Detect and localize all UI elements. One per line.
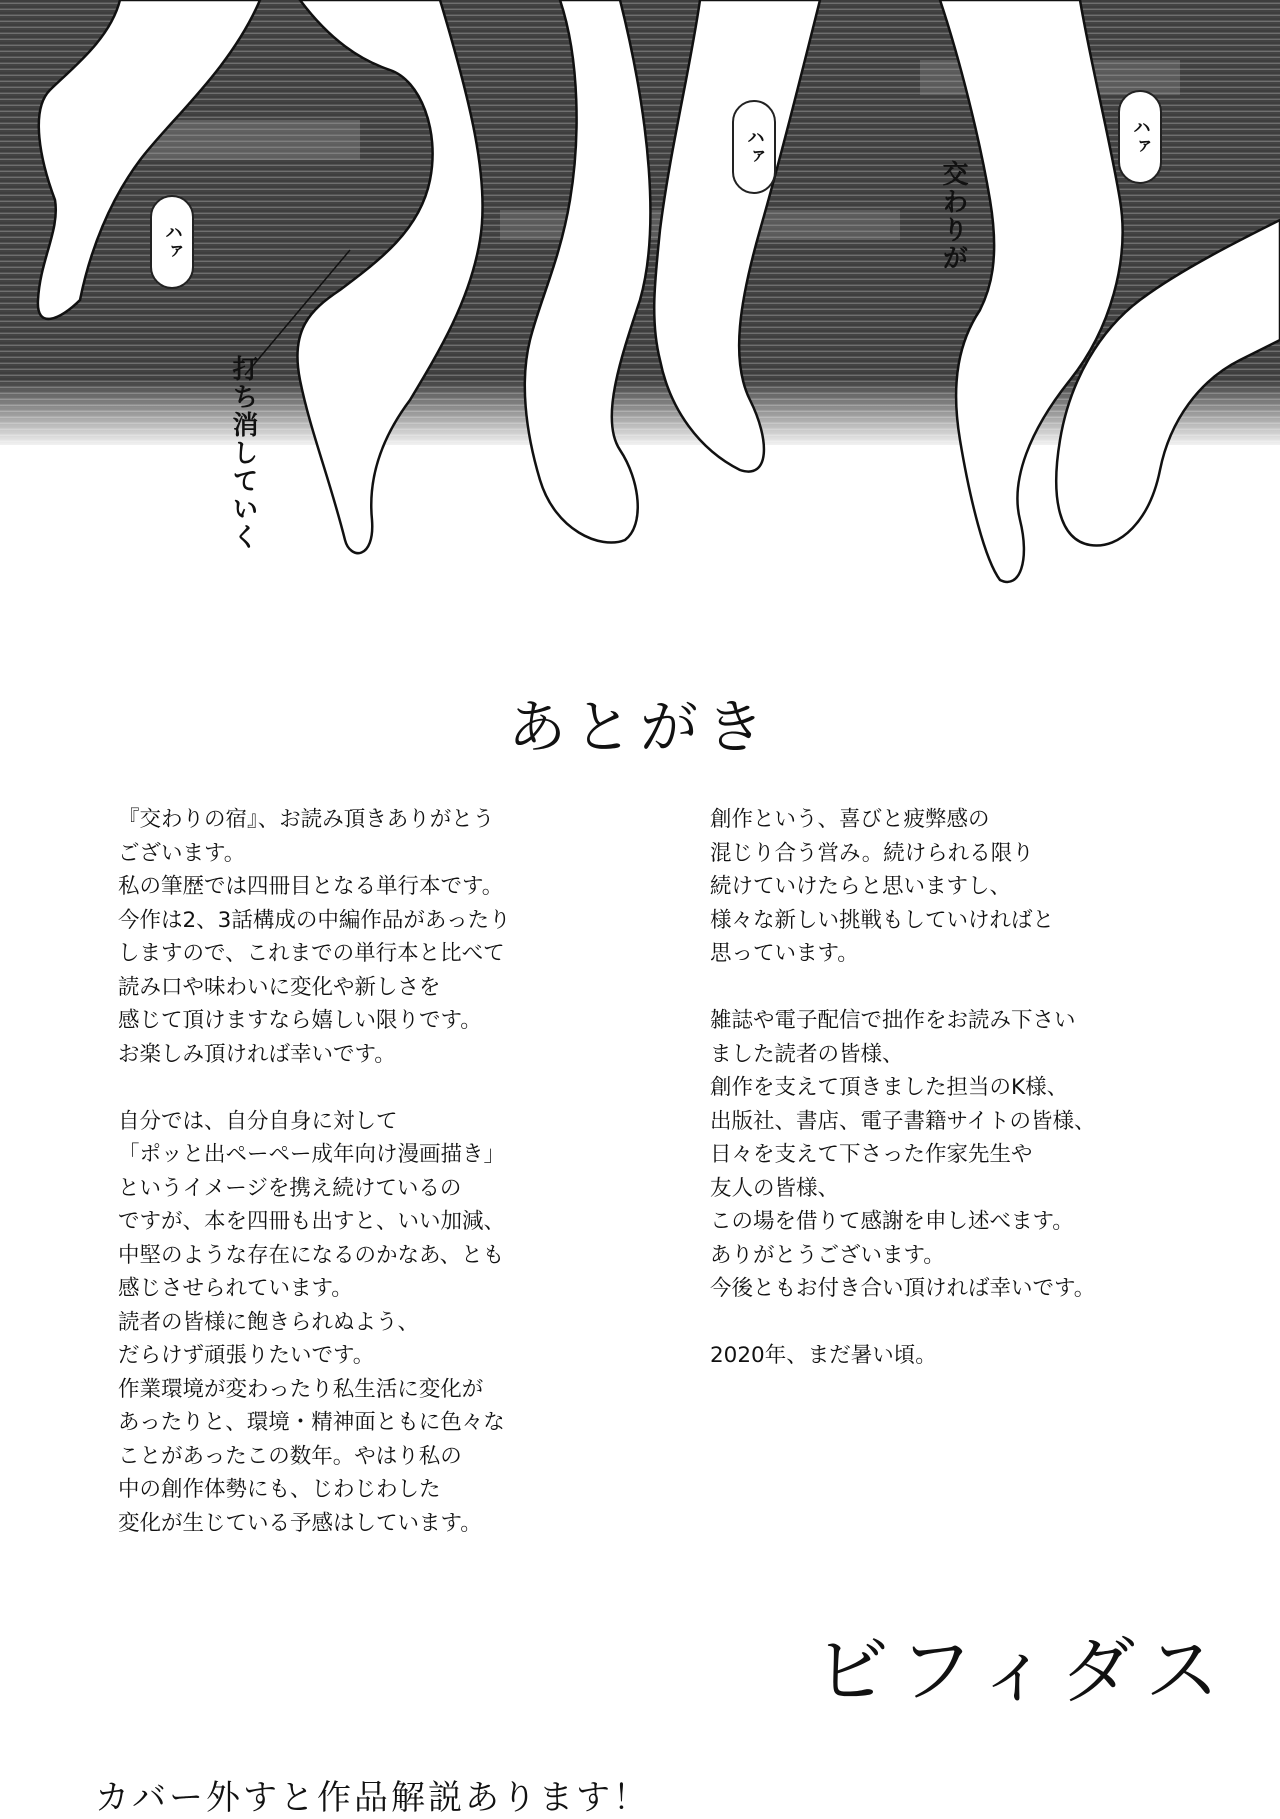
text-line: 今後ともお付き合い頂ければ幸いです。 <box>710 1276 1096 1301</box>
text-line: 感じて頂けますなら嬉しい限りです。 <box>118 1008 482 1033</box>
text-line: ありがとうございます。 <box>710 1242 945 1268</box>
text-line: 読み口や味わいに変化や新しさを <box>118 974 441 1000</box>
sfx-bubble-center <box>732 100 776 194</box>
caption-right: 交わりが <box>938 160 968 272</box>
text-line: 続けていけたらと思いますし、 <box>710 874 1012 899</box>
page-title: あとがき <box>507 693 772 761</box>
text-line: 2020年、まだ暑い頃。 <box>710 1343 937 1368</box>
text-line: 日々を支えて下さった作家先生や <box>710 1142 1033 1167</box>
text-line: 変化が生じている予感はしています。 <box>118 1510 482 1536</box>
text-line: 雑誌や電子配信で拙作をお読み下さい <box>710 1008 1076 1033</box>
paragraph-break <box>118 1071 511 1105</box>
cover-note: カバー外すと作品解説あります！ <box>95 1778 650 1818</box>
caption-left: 打ち消していく <box>228 355 258 551</box>
text-line: ございます。 <box>118 840 246 866</box>
text-line: 中の創作体勢にも、じわじわした <box>118 1477 441 1502</box>
text-line: ました読者の皆様、 <box>710 1041 904 1067</box>
afterword-left-column <box>118 803 511 1540</box>
paragraph-break <box>710 1306 1096 1340</box>
text-line: 様々な新しい挑戦もしていければと <box>710 907 1055 933</box>
text-line: この場を借りて感謝を申し述べます。 <box>710 1209 1074 1234</box>
text-line: 友人の皆様、 <box>710 1175 840 1201</box>
afterword-right-column <box>710 803 1096 1373</box>
text-line: お楽しみ頂ければ幸いです。 <box>118 1041 396 1067</box>
sfx-text: ハァ <box>162 223 183 261</box>
text-line: だらけず頑張りたいです。 <box>118 1343 375 1368</box>
text-line: 『交わりの宿』、お読み頂きありがとう <box>118 807 495 832</box>
author-signature: ビフィダス <box>815 1628 1230 1714</box>
paragraph-break <box>710 971 1096 1005</box>
text-line: 混じり合う営み。続けられる限り <box>710 840 1034 866</box>
text-line: ですが、本を四冊も出すと、いい加減、 <box>118 1209 506 1234</box>
text-line: 思っています。 <box>710 941 859 966</box>
manga-panel <box>0 0 1280 600</box>
text-line: 作業環境が変わったり私生活に変化が <box>118 1376 484 1402</box>
text-line: 感じさせられています。 <box>118 1276 353 1301</box>
text-line: 自分では、自分自身に対して <box>118 1108 398 1134</box>
text-line: 出版社、書店、電子書籍サイトの皆様、 <box>710 1108 1096 1134</box>
sfx-text: ハァ <box>1130 118 1151 156</box>
manga-illustration <box>0 0 1280 600</box>
text-line: 創作を支えて頂きました担当のK様、 <box>710 1075 1069 1100</box>
text-line: ことがあったこの数年。やはり私の <box>118 1443 462 1469</box>
sfx-bubble-left <box>150 195 194 289</box>
text-line: あったりと、環境・精神面ともに色々な <box>118 1410 505 1435</box>
text-line: 「ポッと出ペーペー成年向け漫画描き」 <box>118 1142 506 1167</box>
sfx-text: ハァ <box>744 128 765 166</box>
text-line: というイメージを携え続けているの <box>118 1175 462 1201</box>
sfx-bubble-right <box>1118 90 1162 184</box>
text-line: 読者の皆様に飽きられぬよう、 <box>118 1309 420 1335</box>
text-line: 私の筆歴では四冊目となる単行本です。 <box>118 874 504 899</box>
text-line: 創作という、喜びと疲弊感の <box>710 807 990 832</box>
text-line: 今作は2、3話構成の中編作品があったり <box>118 907 511 933</box>
text-line: 中堅のような存在になるのかなあ、とも <box>118 1242 505 1268</box>
text-line: しますので、これまでの単行本と比べて <box>118 941 505 966</box>
